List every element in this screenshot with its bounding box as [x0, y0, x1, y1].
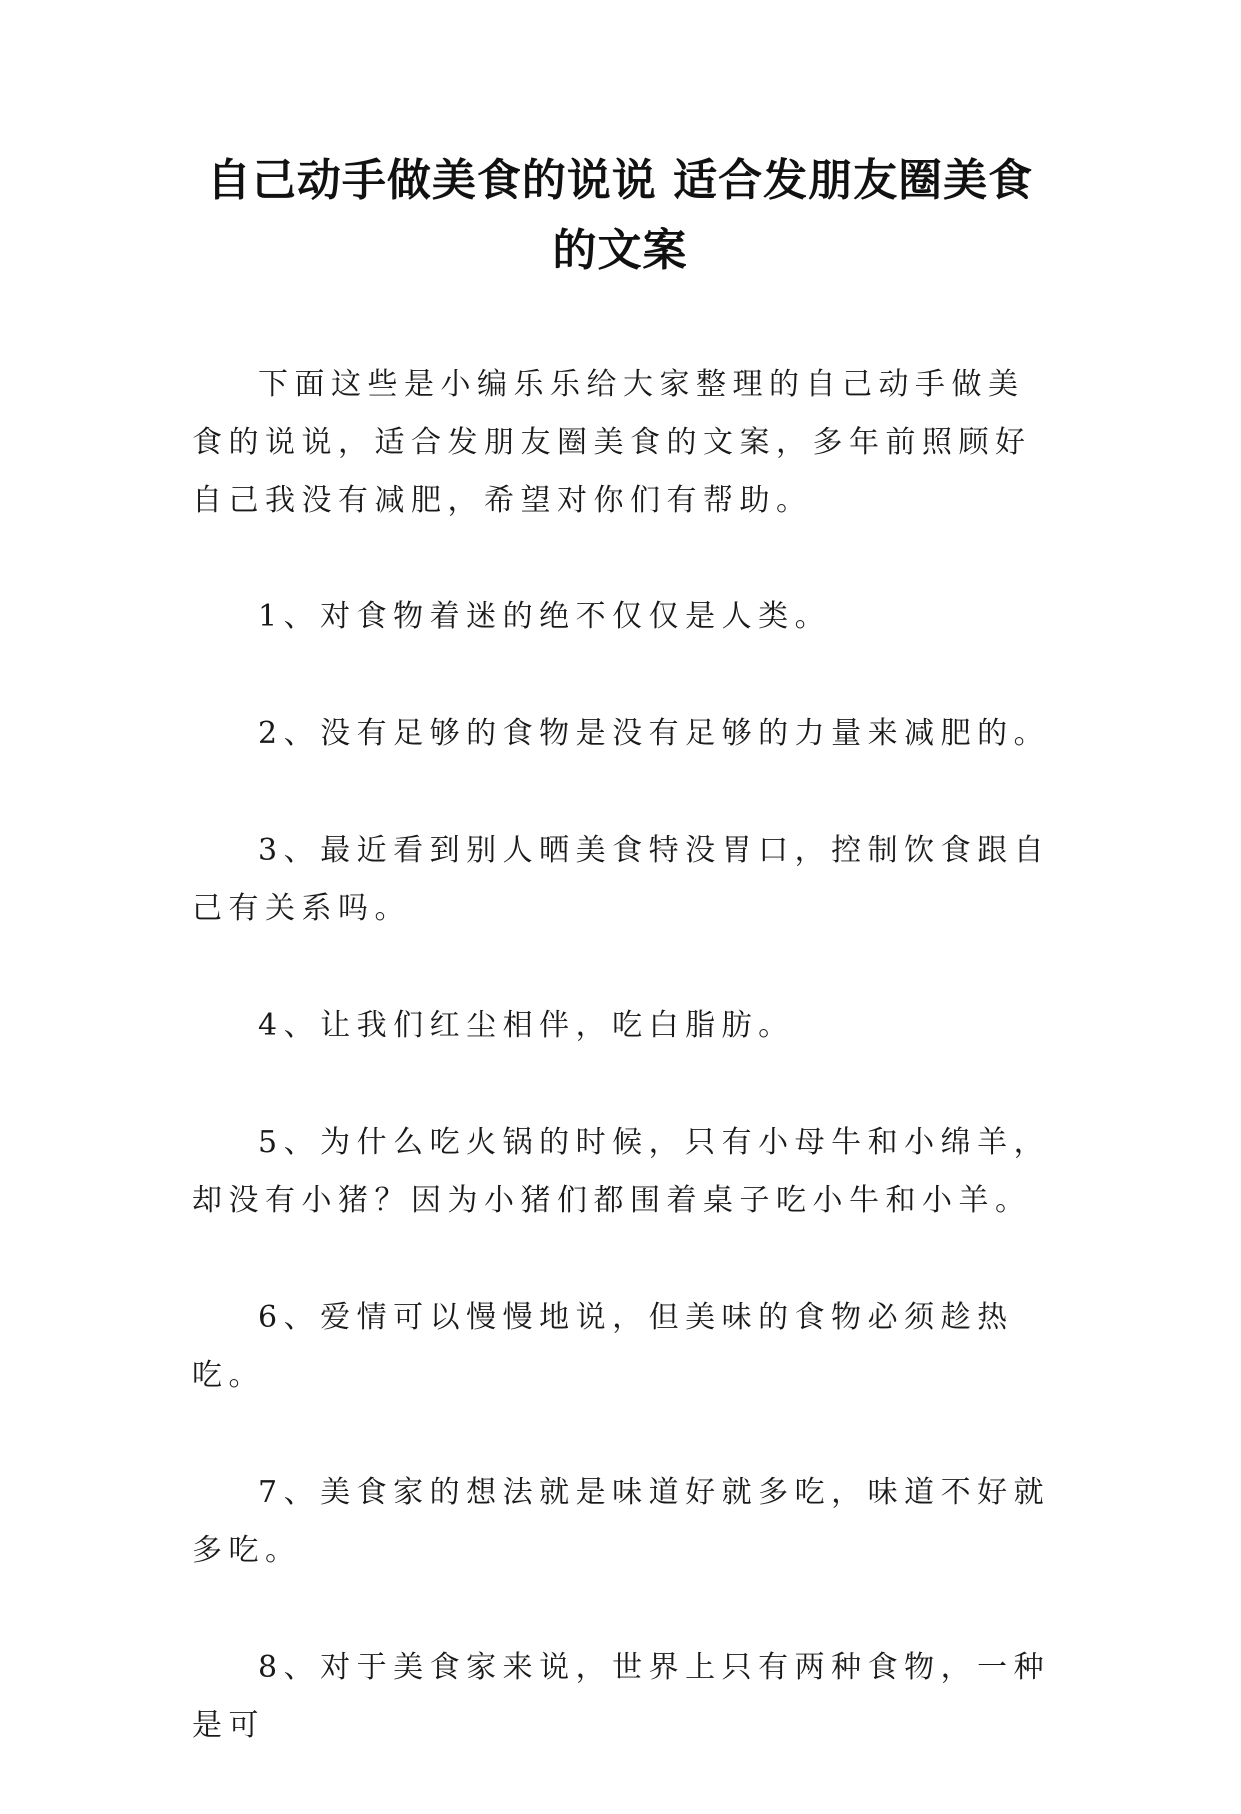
list-item-6: 6、爱情可以慢慢地说，但美味的食物必须趁热吃。 — [192, 1300, 1014, 1393]
list-item-2: 2、没有足够的食物是没有足够的力量来减肥的。 — [258, 716, 1051, 751]
list-item-1: 1、对食物着迷的绝不仅仅是人类。 — [258, 599, 832, 634]
intro-paragraph: 下面这些是小编乐乐给大家整理的自己动手做美食的说说，适合发朋友圈美食的文案，多年前照顾好自己我没有减肥，希望对你们有帮助。 — [192, 367, 1032, 518]
list-item-4: 4、让我们红尘相伴，吃白脂肪。 — [258, 1008, 795, 1043]
title-line-1: 自己动手做美食的说说 适合发朋友圈美食 — [206, 155, 1034, 206]
document-body — [192, 356, 1052, 1814]
list-item-8: 8、对于美食家来说，世界上只有两种食物，一种是可 — [192, 1650, 1051, 1743]
document-title — [170, 146, 1070, 286]
list-item-3: 3、最近看到别人晒美食特没胃口，控制饮食跟自己有关系吗。 — [192, 833, 1051, 926]
title-line-2: 的文案 — [552, 225, 688, 276]
list-item-5: 5、为什么吃火锅的时候，只有小母牛和小绵羊，却没有小猪？因为小猪们都围着桌子吃小牛和小羊。 — [192, 1125, 1051, 1218]
list-item-7: 7、美食家的想法就是味道好就多吃，味道不好就多吃。 — [192, 1475, 1051, 1568]
